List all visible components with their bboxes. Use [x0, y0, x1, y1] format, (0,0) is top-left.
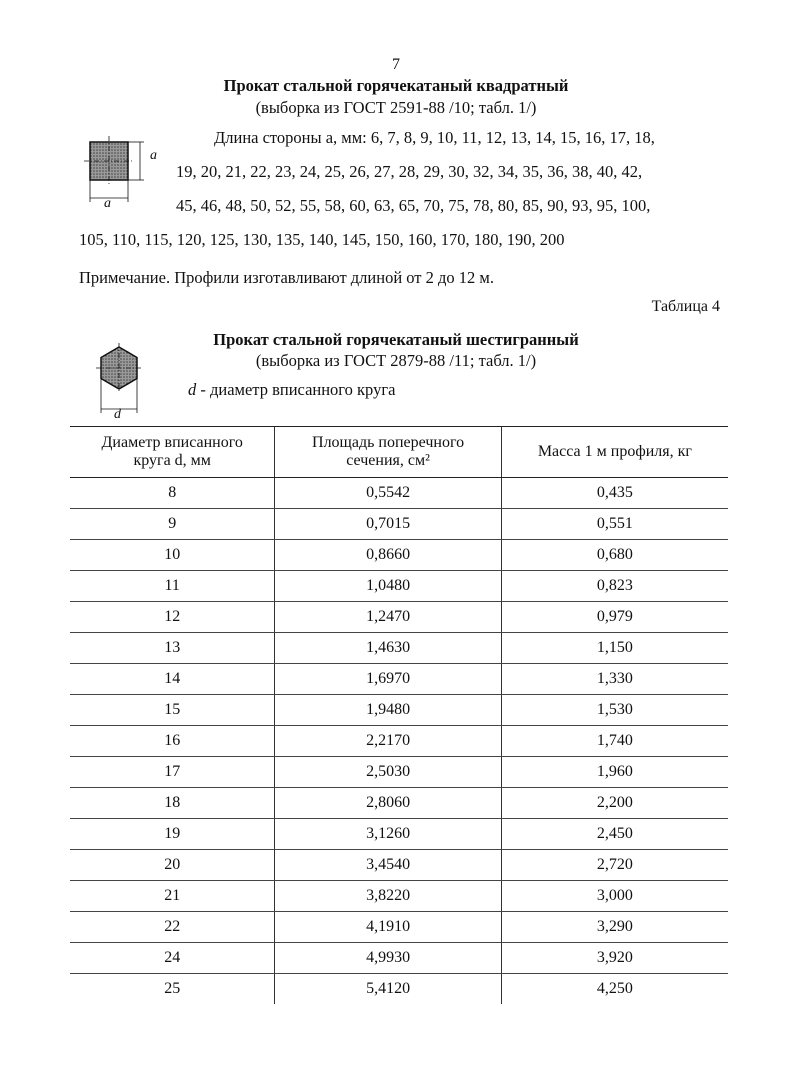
cell-mass: 0,435	[501, 478, 728, 509]
table-row	[70, 912, 728, 943]
table-label: Таблица 4	[651, 298, 720, 315]
cell-diameter: 16	[70, 726, 275, 757]
table-row	[70, 788, 728, 819]
cell-area: 1,2470	[275, 602, 501, 633]
cell-mass: 0,823	[501, 571, 728, 602]
cell-area: 3,8220	[275, 881, 501, 912]
cell-mass: 4,250	[501, 974, 728, 1005]
cell-area: 3,4540	[275, 850, 501, 881]
table-row	[70, 602, 728, 633]
cell-mass: 3,290	[501, 912, 728, 943]
cell-mass: 0,979	[501, 602, 728, 633]
cell-mass: 2,200	[501, 788, 728, 819]
header-diameter	[70, 427, 275, 478]
note: Примечание. Профили изготавливают длиной от 2 до 12 м.	[79, 268, 494, 287]
cell-mass: 1,150	[501, 633, 728, 664]
square-bottom-label: a	[104, 196, 111, 211]
page-number: 7	[392, 56, 400, 73]
side-length-line-3: 45, 46, 48, 50, 52, 55, 58, 60, 63, 65, 70, 75, 78, 80, 85, 90, 93, 95, 100,	[176, 196, 651, 215]
header-area-line2: сечения, см²	[346, 452, 430, 469]
cell-mass: 3,000	[501, 881, 728, 912]
cell-mass: 0,680	[501, 540, 728, 571]
cell-mass: 2,720	[501, 850, 728, 881]
header-mass: Масса 1 м профиля, кг	[501, 427, 728, 478]
section-subtitle-square: (выборка из ГОСТ 2591-88 /10; табл. 1/)	[255, 98, 537, 117]
cell-area: 5,4120	[275, 974, 501, 1005]
header-area-line1: Площадь поперечного	[312, 434, 465, 451]
cell-diameter: 15	[70, 695, 275, 726]
table-row	[70, 695, 728, 726]
cell-area: 1,4630	[275, 633, 501, 664]
cell-area: 2,2170	[275, 726, 501, 757]
cell-diameter: 12	[70, 602, 275, 633]
hexagon-profile-figure	[90, 343, 160, 432]
side-length-line-1: Длина стороны a, мм: 6, 7, 8, 9, 10, 11, 12, 13, 14, 15, 16, 17, 18,	[214, 128, 655, 147]
cell-mass: 1,740	[501, 726, 728, 757]
cell-diameter: 20	[70, 850, 275, 881]
side-length-line-2: 19, 20, 21, 22, 23, 24, 25, 26, 27, 28, 29, 30, 32, 34, 35, 36, 38, 40, 42,	[176, 162, 643, 181]
cell-mass: 1,960	[501, 757, 728, 788]
cell-diameter: 9	[70, 509, 275, 540]
table-row	[70, 881, 728, 912]
cell-area: 1,6970	[275, 664, 501, 695]
table-row	[70, 757, 728, 788]
cell-area: 1,0480	[275, 571, 501, 602]
cell-area: 1,9480	[275, 695, 501, 726]
cell-area: 2,8060	[275, 788, 501, 819]
cell-area: 4,9930	[275, 943, 501, 974]
cell-area: 2,5030	[275, 757, 501, 788]
cell-area: 0,5542	[275, 478, 501, 509]
cell-diameter: 10	[70, 540, 275, 571]
section-title-hexagonal: Прокат стальной горячекатаный шестигранный	[213, 330, 579, 349]
cell-area: 4,1910	[275, 912, 501, 943]
header-area	[275, 427, 501, 478]
cell-diameter: 14	[70, 664, 275, 695]
cell-diameter: 8	[70, 478, 275, 509]
square-profile-figure	[78, 134, 168, 219]
header-diameter-line1: Диаметр вписанного	[101, 434, 243, 451]
diameter-note-text: - диаметр вписанного круга	[196, 380, 396, 399]
cell-diameter: 13	[70, 633, 275, 664]
table-row	[70, 509, 728, 540]
cell-mass: 1,530	[501, 695, 728, 726]
section-title-square: Прокат стальной горячекатаный квадратный	[223, 76, 569, 95]
cell-diameter: 11	[70, 571, 275, 602]
hexagon-d-label: d	[114, 407, 121, 422]
table-row	[70, 478, 728, 509]
cell-mass: 3,920	[501, 943, 728, 974]
table-row	[70, 633, 728, 664]
cell-diameter: 22	[70, 912, 275, 943]
cell-area: 3,1260	[275, 819, 501, 850]
hexagonal-profile-table	[70, 426, 728, 1004]
table-header-row	[70, 427, 728, 478]
table-row	[70, 726, 728, 757]
table-row	[70, 819, 728, 850]
cell-diameter: 19	[70, 819, 275, 850]
side-length-line-4: 105, 110, 115, 120, 125, 130, 135, 140, 145, 150, 160, 170, 180, 190, 200	[79, 230, 565, 249]
cell-mass: 2,450	[501, 819, 728, 850]
table-row	[70, 664, 728, 695]
cell-diameter: 17	[70, 757, 275, 788]
table-row	[70, 974, 728, 1005]
cell-mass: 0,551	[501, 509, 728, 540]
cell-diameter: 25	[164, 980, 181, 997]
square-side-label: a	[150, 148, 157, 163]
table-body	[70, 478, 728, 1005]
table-row	[70, 571, 728, 602]
cell-area: 0,8660	[275, 540, 501, 571]
diameter-note	[188, 380, 395, 400]
cell-diameter: 24	[70, 943, 275, 974]
diameter-symbol: d	[188, 380, 197, 399]
cell-area: 0,7015	[275, 509, 501, 540]
section-subtitle-hexagonal: (выборка из ГОСТ 2879-88 /11; табл. 1/)	[255, 351, 537, 370]
cell-diameter: 18	[70, 788, 275, 819]
table-row	[70, 943, 728, 974]
table-row	[70, 540, 728, 571]
table-row	[70, 850, 728, 881]
cell-mass: 1,330	[501, 664, 728, 695]
header-diameter-line2: круга d, мм	[133, 452, 211, 469]
cell-diameter: 21	[70, 881, 275, 912]
